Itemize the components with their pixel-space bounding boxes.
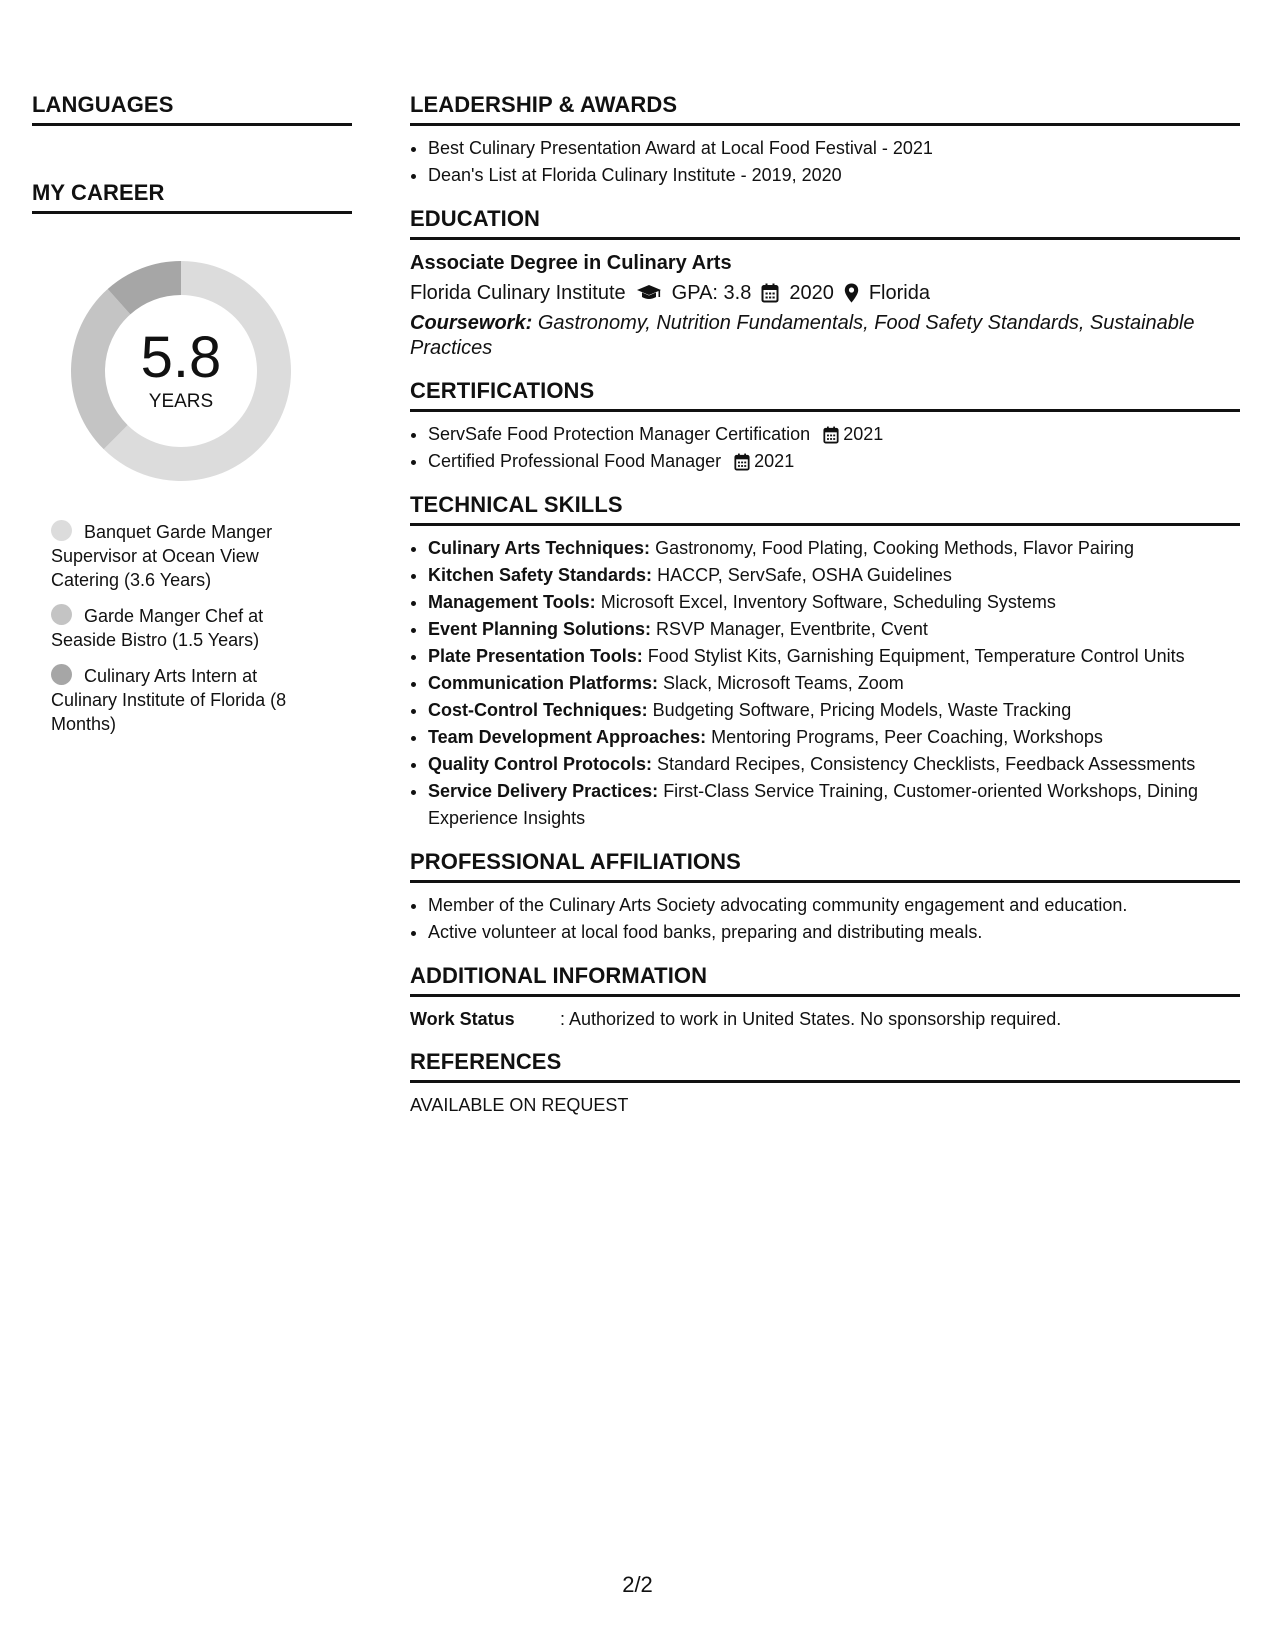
certifications-title: CERTIFICATIONS [410,379,1240,412]
list-item [428,616,1240,643]
leadership-section [410,93,1240,189]
education-meta [410,277,1240,309]
skills-title: TECHNICAL SKILLS [410,493,1240,526]
skill-label: Kitchen Safety Standards: [428,565,653,585]
donut-center [66,256,296,486]
certifications-list [410,421,1240,475]
list-item: • Member of the Culinary Arts Society advocating community engagement and education. [428,892,1240,919]
career-item [51,520,321,592]
degree-name: Associate Degree in Culinary Arts [410,252,732,274]
list-item [428,778,1240,832]
skill-value: Standard Recipes, Consistency Checklists, Feedback Assessments [657,754,1196,774]
skill-label: Culinary Arts Techniques: [428,538,651,558]
career-item [51,664,321,736]
additional-info-title: ADDITIONAL INFORMATION [410,964,1240,997]
career-item-text: Culinary Arts Intern at Culinary Institute of Florida (8 Months) [51,666,287,734]
affiliations-title: PROFESSIONAL AFFILIATIONS [410,850,1240,883]
list-item [428,670,1240,697]
list-item [428,643,1240,670]
career-list [32,520,321,736]
skill-label: Management Tools: [428,592,596,612]
left-column [32,93,352,748]
work-status-value: : Authorized to work in United States. No sponsorship required. [560,1009,1062,1029]
legend-dot-icon [51,664,72,685]
education-location: Florida [868,282,930,304]
skill-value: Microsoft Excel, Inventory Software, Scheduling Systems [600,592,1056,612]
donut-unit-label: YEARS [148,391,214,412]
list-item [428,589,1240,616]
affiliations-list [410,892,1240,946]
skill-value: Slack, Microsoft Teams, Zoom [663,673,904,693]
skill-label: Team Development Approaches: [428,727,707,747]
list-item [428,535,1240,562]
list-item [428,421,1240,448]
education-title: EDUCATION [410,207,1240,240]
graduation-cap-icon [636,284,662,302]
skills-section [410,493,1240,832]
list-item: • Active volunteer at local food banks, preparing and distributing meals. [428,919,1240,946]
list-item [428,724,1240,751]
skill-label: Cost-Control Techniques: [428,700,648,720]
calendar-icon [734,453,750,471]
references-section [410,1050,1240,1118]
work-status-row [410,1006,1240,1032]
skill-label: Service Delivery Practices: [428,781,659,801]
skill-label: Plate Presentation Tools: [428,646,643,666]
skill-value: Budgeting Software, Pricing Models, Waste Tracking [652,700,1072,720]
skill-label: Event Planning Solutions: [428,619,652,639]
affiliations-section [410,850,1240,946]
leadership-title: LEADERSHIP & AWARDS [410,93,1240,126]
page-number: 2/2 [622,1572,653,1597]
languages-section [32,93,352,126]
career-section [32,181,352,736]
certification-name: • ServSafe Food Protection Manager Certification [428,424,811,444]
certification-year: 2021 [754,451,795,471]
career-item [51,604,321,652]
list-item [428,562,1240,589]
references-text: AVAILABLE ON REQUEST [410,1095,629,1115]
skill-value: Food Stylist Kits, Garnishing Equipment, Temperature Control Units [647,646,1185,666]
list-item [428,448,1240,475]
legend-dot-icon [51,520,72,541]
leadership-list [410,135,1240,189]
certification-name: • Certified Professional Food Manager [428,451,722,471]
skill-label: Quality Control Protocols: [428,754,653,774]
school-name: Florida Culinary Institute [410,282,626,304]
career-item-text: Banquet Garde Manger Supervisor at Ocean View Catering (3.6 Years) [51,522,273,590]
skills-list [410,535,1240,832]
skill-value: HACCP, ServSafe, OSHA Guidelines [657,565,952,585]
certifications-section [410,379,1240,475]
career-item-text: Garde Manger Chef at Seaside Bistro (1.5 Years) [51,606,264,650]
graduation-year: 2020 [789,282,834,304]
coursework-label: Coursework: [410,312,533,334]
list-item: • Dean's List at Florida Culinary Institute - 2019, 2020 [428,162,1240,189]
skill-value: Mentoring Programs, Peer Coaching, Workshops [711,727,1103,747]
certification-year: 2021 [843,424,884,444]
right-column [410,93,1240,1136]
skill-value: First-Class Service Training, Customer-oriented Workshops, Dining Experience Insights [428,781,1199,828]
calendar-icon [761,283,779,303]
education-section [410,207,1240,361]
coursework-text: Gastronomy, Nutrition Fundamentals, Food Safety Standards, Sustainable Practices [410,312,1195,359]
donut-total-value: 5.8 [140,325,222,390]
coursework [410,311,1240,361]
skill-label: Communication Platforms: [428,673,659,693]
languages-title: LANGUAGES [32,93,352,126]
gpa-text: GPA: 3.8 [671,282,752,304]
list-item: • Best Culinary Presentation Award at Local Food Festival - 2021 [428,135,1240,162]
work-status-label: Work Status [410,1009,515,1029]
career-title: MY CAREER [32,181,352,214]
legend-dot-icon [51,604,72,625]
list-item [428,751,1240,778]
calendar-icon [823,426,839,444]
skill-value: RSVP Manager, Eventbrite, Cvent [656,619,928,639]
list-item [428,697,1240,724]
references-title: REFERENCES [410,1050,1240,1083]
additional-info-section [410,964,1240,1032]
map-pin-icon [844,283,859,303]
skill-value: Gastronomy, Food Plating, Cooking Methods, Flavor Pairing [655,538,1134,558]
career-donut-chart [66,256,296,486]
